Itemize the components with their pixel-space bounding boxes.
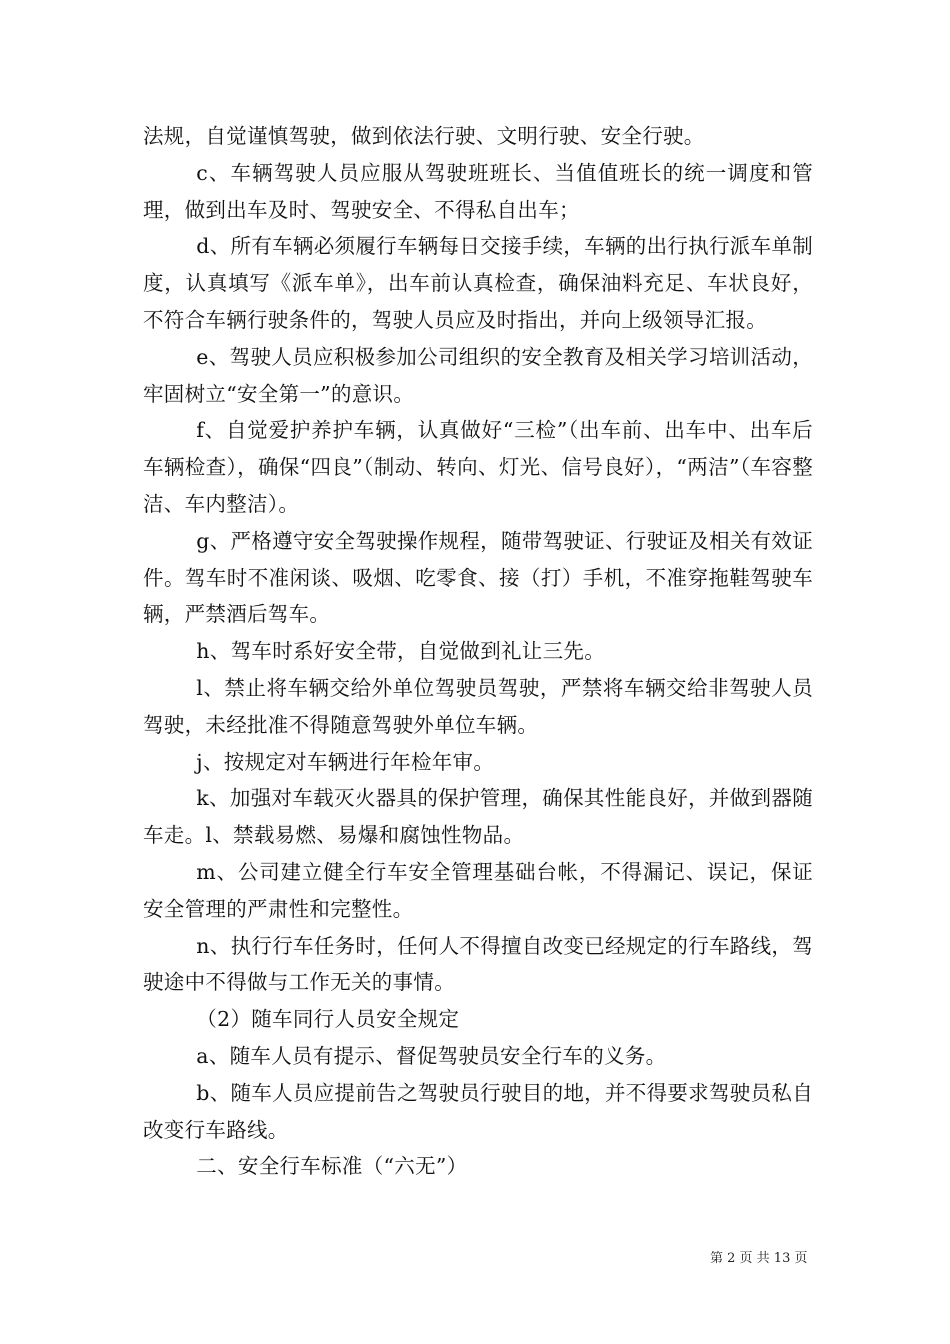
paragraph: 法规，自觉谨慎驾驶，做到依法行驶、文明行驶、安全行驶。	[143, 124, 705, 148]
paragraph: m、公司建立健全行车安全管理基础台帐，不得漏记、误记，保证安全管理的严肃性和完整性。	[143, 859, 813, 921]
paragraph: l、禁止将车辆交给外单位驾驶员驾驶，严禁将车辆交给非驾驶人员驾驶，未经批准不得随意驾驶外单位车辆。	[143, 675, 813, 737]
paragraph: k、加强对车载灭火器具的保护管理，确保其性能良好，并做到器随车走。l、禁载易燃、易爆和腐蚀性物品。	[143, 786, 813, 848]
paragraph: n、执行行车任务时，任何人不得擅自改变已经规定的行车路线，驾驶途中不得做与工作无关的事情。	[143, 933, 813, 995]
paragraph: b、随车人员应提前告之驾驶员行驶目的地，并不得要求驾驶员私自改变行车路线。	[143, 1080, 813, 1142]
document-body	[143, 118, 813, 1185]
paragraph: d、所有车辆必须履行车辆每日交接手续，车辆的出行执行派车单制度，认真填写《派车单》，出车前认真检查，确保油料充足、车状良好，不符合车辆行驶条件的，驾驶人员应及时指出，并向上级领导汇报。	[143, 234, 813, 332]
paragraph: a、随车人员有提示、督促驾驶员安全行车的义务。	[196, 1043, 667, 1068]
paragraph: c、车辆驾驶人员应服从驾驶班班长、当值值班长的统一调度和管理，做到出车及时、驾驶安全、不得私自出车；	[143, 160, 813, 222]
paragraph: f、自觉爱护养护车辆，认真做好“三检”（出车前、出车中、出车后车辆检查），确保“四良”（制动、转向、灯光、信号良好），“两洁”（车容整洁、车内整洁）。	[143, 418, 813, 516]
page-number: 第 2 页 共 13 页	[710, 1251, 808, 1266]
paragraph: g、严格遵守安全驾驶操作规程，随带驾驶证、行驶证及相关有效证件。驾车时不准闲谈、吸烟、吃零食、接（打）手机，不准穿拖鞋驾驶车辆，严禁酒后驾车。	[143, 528, 813, 627]
paragraph: j、按规定对车辆进行年检年审。	[196, 749, 495, 774]
paragraph: e、驾驶人员应积极参加公司组织的安全教育及相关学习培训活动，牢固树立“安全第一”的意识。	[143, 344, 813, 406]
section-heading: 二、安全行车标准（“六无”）	[196, 1154, 468, 1179]
paragraph: h、驾车时系好安全带，自觉做到礼让三先。	[196, 639, 605, 664]
section-heading: （2）随车同行人员安全规定	[196, 1007, 460, 1032]
